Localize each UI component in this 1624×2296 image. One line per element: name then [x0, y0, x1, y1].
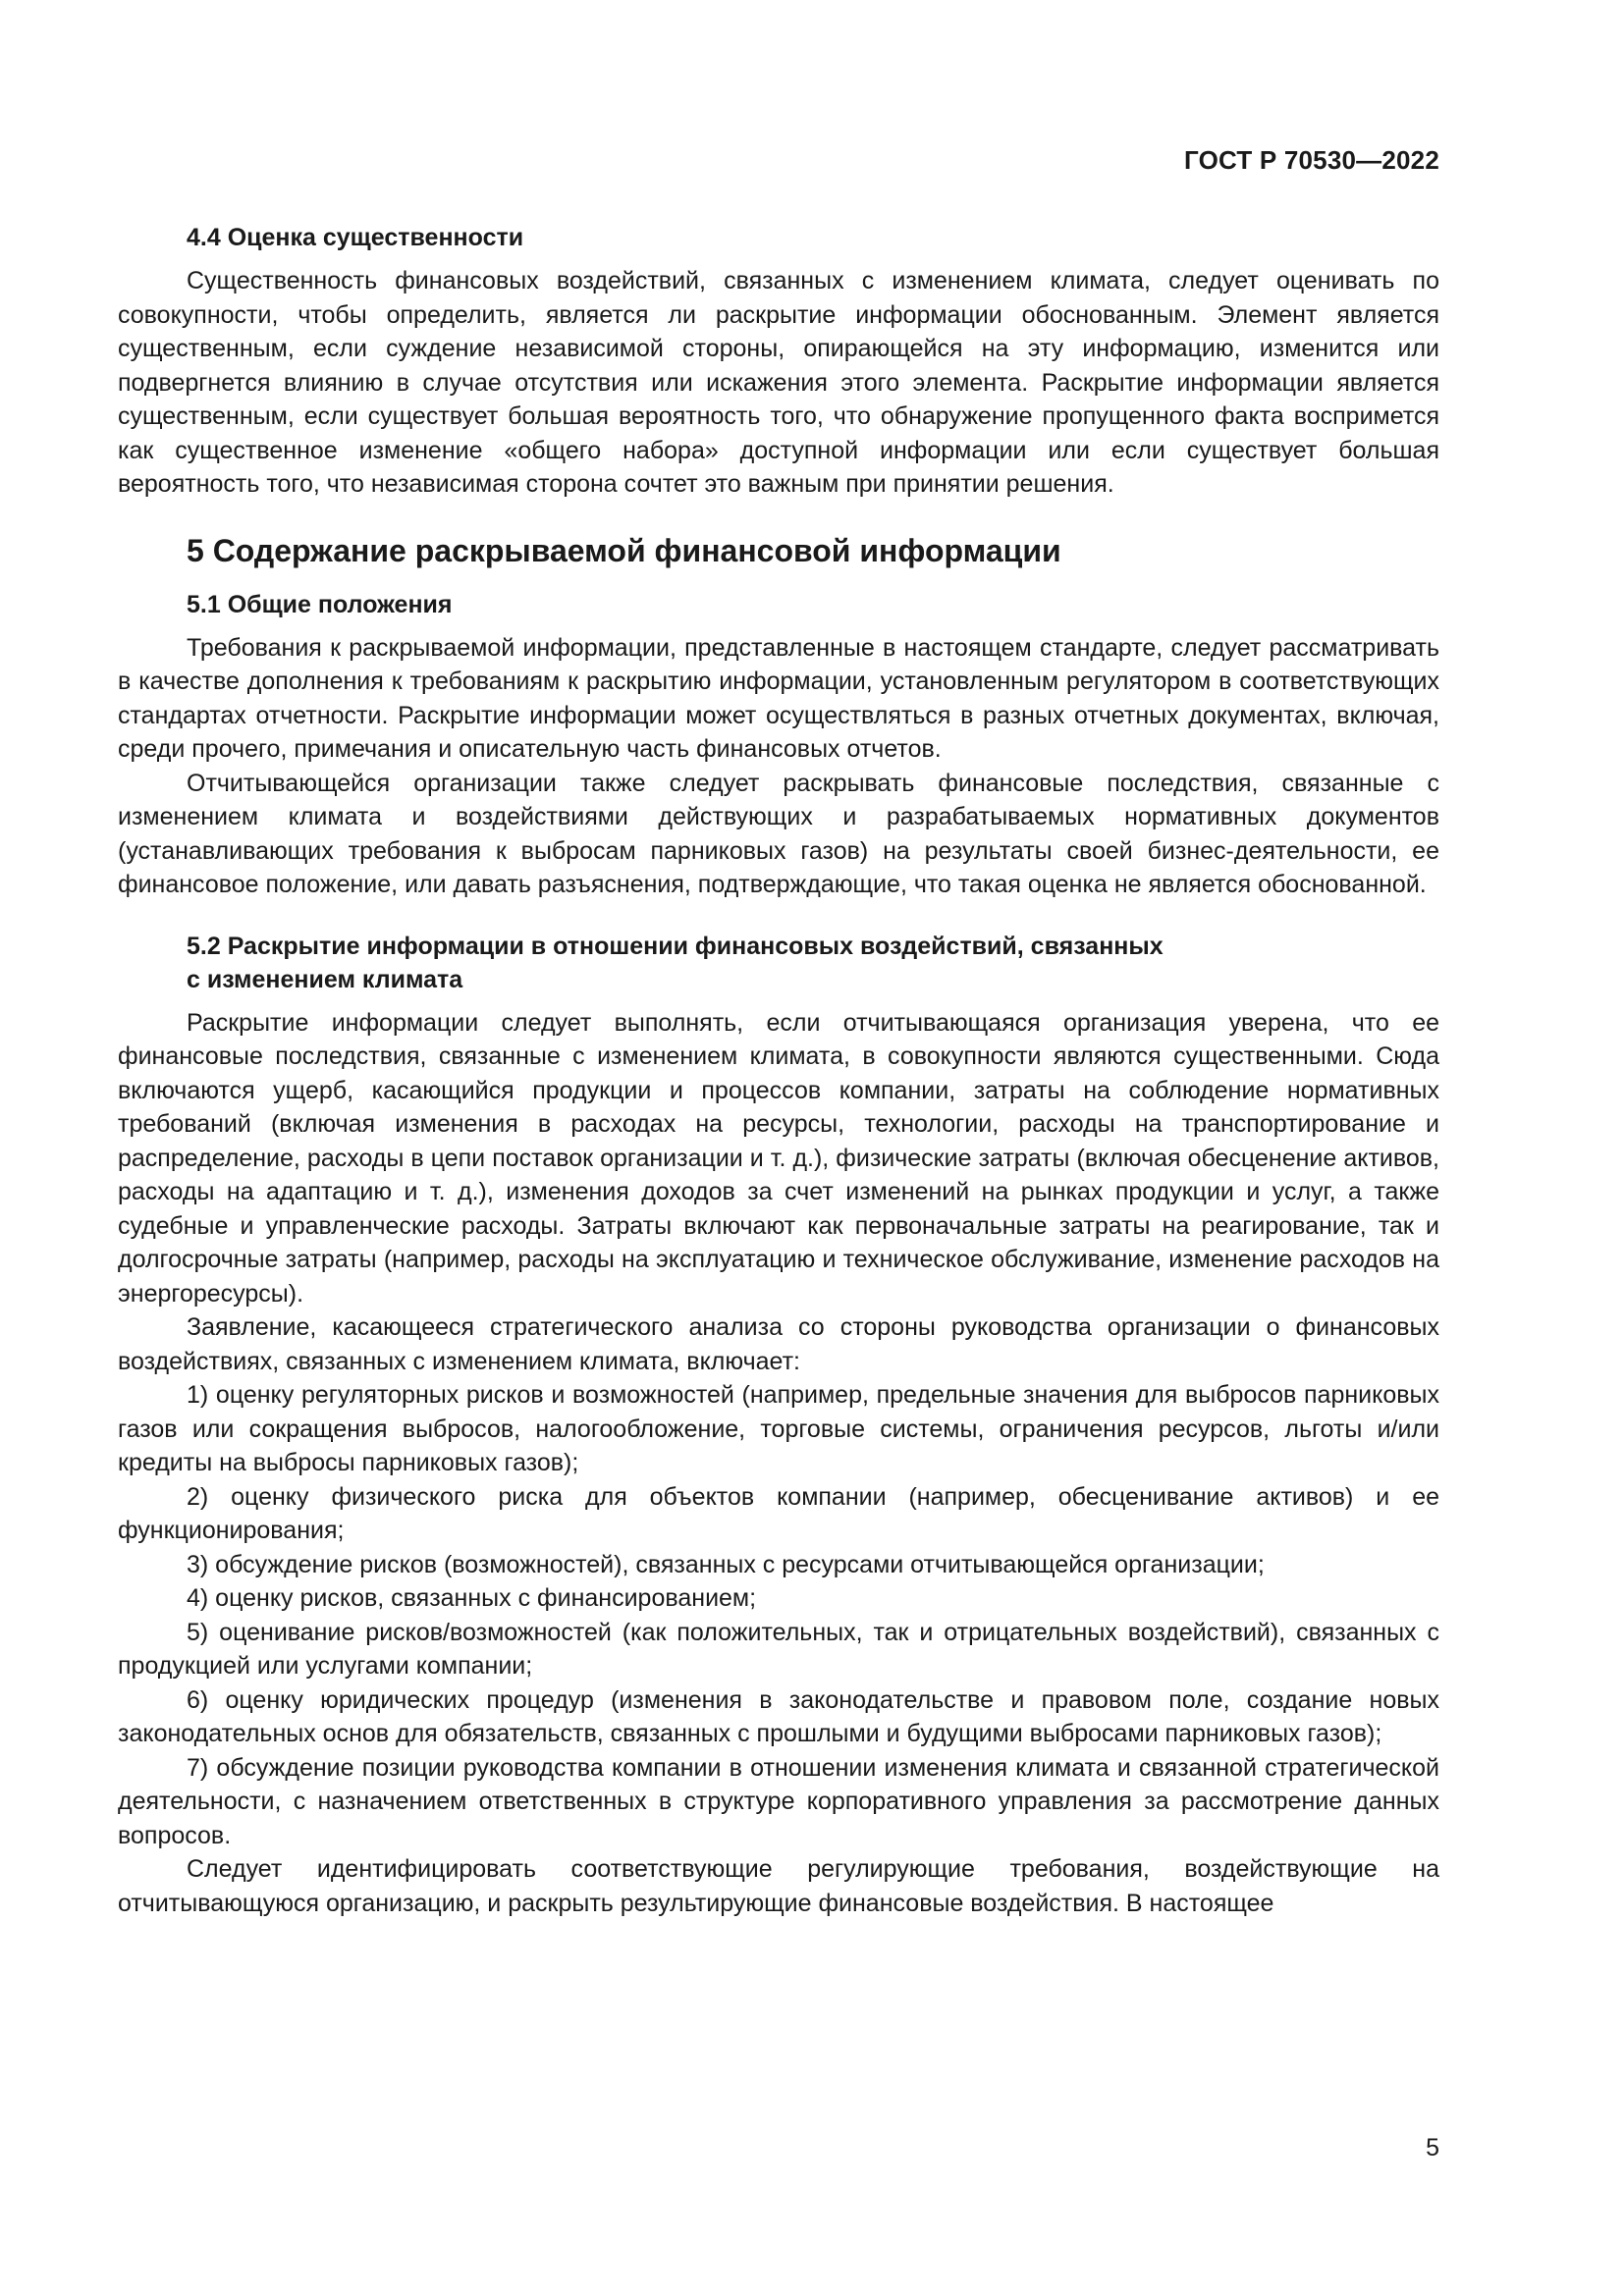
section-5-2-heading-line-2: с изменением климата	[187, 965, 463, 993]
section-5-1-heading: 5.1 Общие положения	[187, 590, 453, 618]
section-5-2-heading	[118, 930, 1439, 996]
list-item: 3) обсуждение рисков (возможностей), связанных с ресурсами отчитывающейся организации;	[187, 1550, 1265, 1578]
section-4-4-heading: 4.4 Оценка существенности	[187, 224, 524, 251]
list-item: 5) оценивание рисков/возможностей (как положительных, так и отрицательных воздействий), связанных с продукцией или услугами компании;	[118, 1618, 1439, 1680]
paragraph: Существенность финансовых воздействий, связанных с изменением климата, следует оценивать по совокупности, чтобы определить, является ли раскрытие информации обоснованным. Элемент является существенным, если суждение независимой стороны, опирающейся на эту информацию, изменится или подвергнется влиянию в случае отсутствия или искажения этого элемента. Раскрытие информации является существенным, если существует большая вероятность того, что обнаружение пропущенного факта воспримется как существенное изменение «общего набора» доступной информации или если существует большая вероятность того, что независимая сторона сочтет это важным при принятии решения.	[118, 267, 1439, 498]
list-item: 6) оценку юридических процедур (изменения в законодательстве и правовом поле, создание новых законодательных основ для обязательств, связанных с прошлыми и будущими выбросами парниковых газов);	[118, 1685, 1439, 1747]
paragraph: Следует идентифицировать соответствующие регулирующие требования, воздействующие на отчитывающуюся организацию, и раскрыть результирующие финансовые воздействия. В настоящее	[118, 1855, 1439, 1917]
paragraph: Требования к раскрываемой информации, представленные в настоящем стандарте, следует рассматривать в качестве дополнения к требованиям к раскрытию информации, установленным регулятором в соответствующих стандартах отчетности. Раскрытие информации может осуществляться в разных отчетных документах, включая, среди прочего, примечания и описательную часть финансовых отчетов.	[118, 633, 1439, 763]
document-page	[118, 0, 1439, 2296]
list-item: 1) оценку регуляторных рисков и возможностей (например, предельные значения для выбросов парниковых газов или сокращения выбросов, налогообложение, торговые системы, ограничения ресурсов, льготы и/или кредиты на выбросы парниковых газов);	[118, 1381, 1439, 1476]
page-number: 5	[1426, 2134, 1439, 2162]
page-content	[118, 221, 1439, 1920]
document-code: ГОСТ Р 70530—2022	[1184, 145, 1439, 175]
list-item: 4) оценку рисков, связанных с финансированием;	[187, 1584, 757, 1612]
section-5-heading: 5 Содержание раскрываемой финансовой информации	[187, 532, 1061, 568]
paragraph: Отчитывающейся организации также следует раскрывать финансовые последствия, связанные с изменением климата и воздействиями действующих и разрабатываемых нормативных документов (устанавливающих требования к выбросам парниковых газов) на результаты своей бизнес-деятельности, ее финансовое положение, или давать разъяснения, подтверждающие, что такая оценка не является обоснованной.	[118, 769, 1439, 898]
section-5-2-heading-line-1: 5.2 Раскрытие информации в отношении финансовых воздействий, связанных	[187, 932, 1164, 960]
list-item: 2) оценку физического риска для объектов компании (например, обесценивание активов) и ее функционирования;	[118, 1482, 1439, 1544]
paragraph: Раскрытие информации следует выполнять, если отчитывающаяся организация уверена, что ее финансовые последствия, связанные с изменением климата, в совокупности являются существенными. Сюда включаются ущерб, касающийся продукции и процессов компании, затраты на соблюдение нормативных требований (включая изменения в расходах на ресурсы, технологии, расходы на транспортирование и распределение, расходы в цепи поставок организации и т. д.), физические затраты (включая обесценение активов, расходы на адаптацию и т. д.), изменения доходов за счет изменений на рынках продукции и услуг, а также судебные и управленческие расходы. Затраты включают как первоначальные затраты на реагирование, так и долгосрочные затраты (например, расходы на эксплуатацию и техническое обслуживание, изменение расходов на энергоресурсы).	[118, 1008, 1439, 1308]
list-item: 7) обсуждение позиции руководства компании в отношении изменения климата и связанной стратегической деятельности, с назначением ответственных в структуре корпоративного управления за рассмотрение данных вопросов.	[118, 1753, 1439, 1849]
paragraph: Заявление, касающееся стратегического анализа со стороны руководства организации о финансовых воздействиях, связанных с изменением климата, включает:	[118, 1313, 1439, 1375]
